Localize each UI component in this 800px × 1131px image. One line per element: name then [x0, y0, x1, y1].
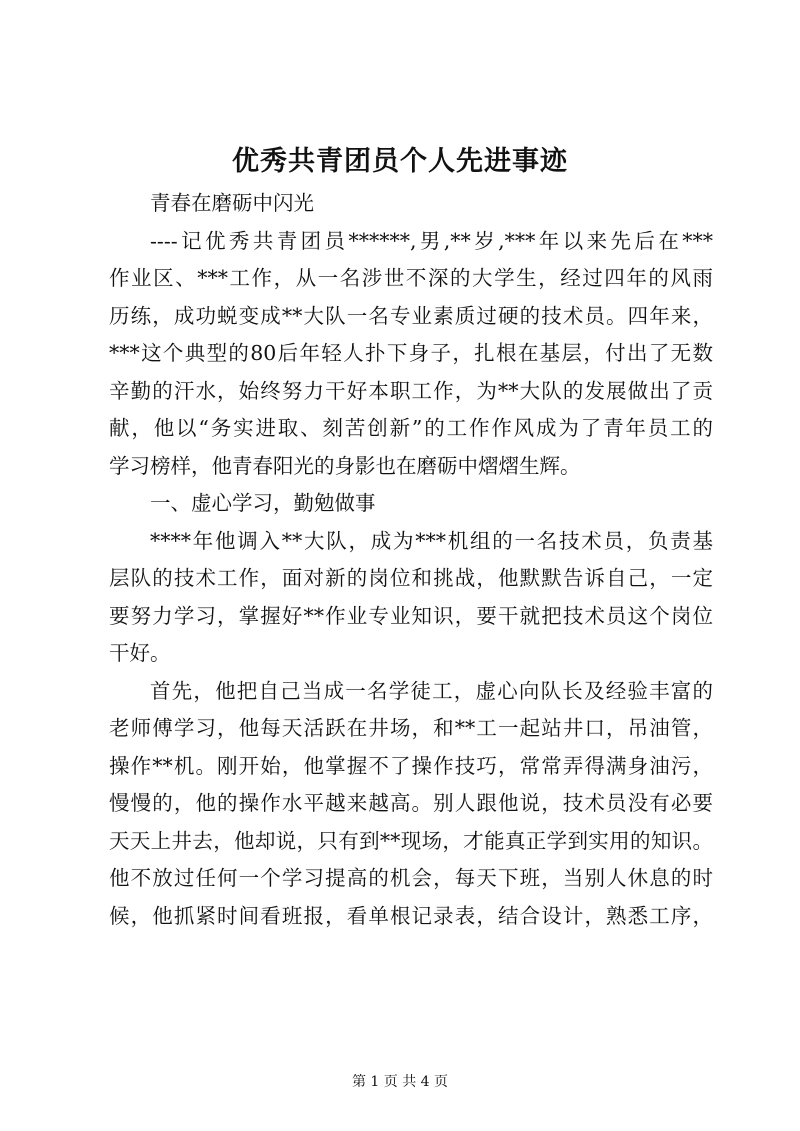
paragraph-line: 辛勤的汗水，始终努力干好本职工作，为**大队的发展做出了贡 [109, 378, 713, 403]
paragraph-line: ****年他调入**大队，成为***机组的一名技术员，负责基 [150, 528, 713, 553]
paragraph-line: 慢慢的，他的操作水平越来越高。别人跟他说，技术员没有必要 [109, 791, 713, 815]
page-title: 优秀共青团员个人先进事迹 [232, 146, 568, 177]
page-footer: 第 1 页 共 4 页 [351, 1074, 449, 1090]
body-text [109, 185, 713, 935]
paragraph-line: 操作**机。刚开始，他掌握不了操作技巧，常常弄得满身油污， [109, 753, 713, 778]
subtitle-line: 青春在磨砺中闪光 [150, 191, 314, 215]
paragraph-line: 作业区、***工作，从一名涉世不深的大学生，经过四年的风雨 [109, 266, 713, 290]
section-heading: 一、虚心学习，勤勉做事 [150, 491, 376, 515]
paragraph-line: 候，他抓紧时间看班报，看单根记录表，结合设计，熟悉工序， [109, 903, 713, 928]
paragraph-line: 层队的技术工作，面对新的岗位和挑战，他默默告诉自己，一定 [109, 566, 713, 590]
paragraph-line: 他不放过任何一个学习提高的机会，每天下班，当别人休息的时 [109, 866, 713, 890]
paragraph-line: 首先，他把自己当成一名学徒工，虚心向队长及经验丰富的 [150, 678, 713, 703]
paragraph-line: 干好。 [109, 641, 171, 665]
paragraph-line: 历练，成功蜕变成**大队一名专业素质过硬的技术员。四年来， [109, 303, 713, 328]
paragraph-line: 老师傅学习，他每天活跃在井场，和**工一起站井口，吊油管， [109, 716, 713, 740]
paragraph-line: 学习榜样，他青春阳光的身影也在磨砺中熠熠生辉。 [109, 453, 581, 478]
paragraph-line: ***这个典型的80后年轻人扑下身子，扎根在基层，付出了无数 [109, 341, 713, 365]
paragraph-line: 献，他以“务实进取、刻苦创新”的工作作风成为了青年员工的 [109, 416, 713, 440]
paragraph-line: 天天上井去，他却说，只有到**现场，才能真正学到实用的知识。 [109, 828, 713, 853]
paragraph-line: ----记优秀共青团员******,男,**岁,***年以来先后在*** [150, 228, 713, 253]
paragraph-line: 要努力学习，掌握好**作业专业知识，要干就把技术员这个岗位 [109, 603, 713, 628]
